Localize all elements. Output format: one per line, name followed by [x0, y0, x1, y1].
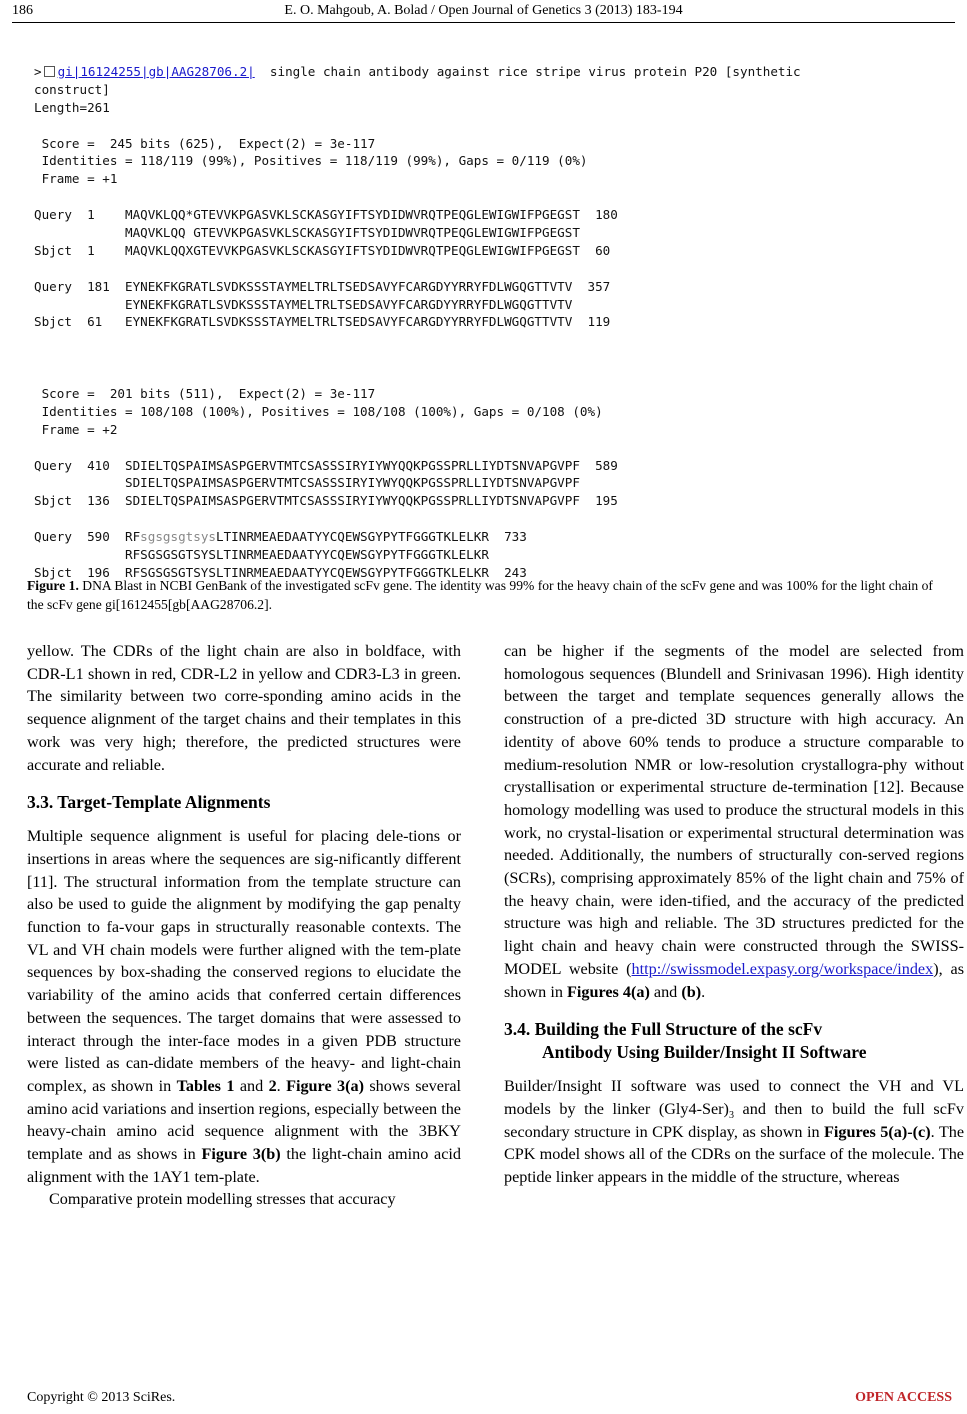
score-line: Score = 201 bits (511), Expect(2) = 3e-117 — [34, 386, 376, 402]
caption-text: DNA Blast in NCBI GenBank of the investigated scFv gene. The identity was 99% for the heavy chain of the scFv gene and was 100% for the light chain of the scFv gene gi[1612455[gb[AAG28706.2]. — [27, 578, 933, 612]
hit-marker: > — [34, 64, 42, 79]
alignment-row: Query 181 EYNEKFKGRATLSVDKSSSTAYMELTRLTSEDSAVYFCARGDYYRRYFDLWGQGTTVTV 357 — [34, 278, 611, 294]
paragraph: yellow. The CDRs of the light chain are also in boldface, with CDR-L1 shown in red, CDR-L2 in yellow and CDR3-L3 in green. The similarity between two corre-sponding amino acids in the sequence alignment of the target chains and their templates in this work was very high; therefore, the predicted structures were accurate and reliable. — [27, 642, 461, 774]
table-ref: 2 — [268, 1076, 277, 1095]
alignment-row: Sbjct 1 MAQVKLQQXGTEVVKPGASVKLSCKASGYIFTSYDIDWVRQTPEQGLEWIGWIFPGEGST 60 — [34, 242, 611, 258]
figure-ref: Figure 3(b) — [201, 1145, 281, 1164]
open-access-label: OPEN ACCESS — [855, 1390, 952, 1405]
subscript: 3 — [728, 1110, 734, 1122]
frame-line: Frame = +1 — [34, 171, 118, 187]
identities-line: Identities = 118/119 (99%), Positives = 118/119 (99%), Gaps = 0/119 (0%) — [34, 153, 588, 169]
copyright: Copyright © 2013 SciRes. — [27, 1390, 176, 1405]
alignment-row: Sbjct 136 SDIELTQSPAIMSASPGERVTMTCSASSSIRYIYWYQQKPGSSPRLLIYDTSNVAPGVPF 195 — [34, 493, 618, 509]
caption-label: Figure 1. — [27, 578, 79, 593]
frame-line: Frame = +2 — [34, 421, 118, 437]
hit-description: single chain antibody against rice stripe virus protein P20 [synthetic — [254, 64, 801, 79]
hit-length: Length=261 — [34, 99, 110, 115]
left-column — [27, 640, 461, 1211]
section-heading: 3.4. Building the Full Structure of the scFv Antibody Using Builder/Insight II Software — [504, 1019, 867, 1063]
paragraph: Comparative protein modelling stresses that accuracy — [49, 1190, 396, 1209]
header-rule — [12, 22, 955, 23]
query-rest: LTINRMEAEDAATYYCQEWSGYPYTFGGGTKLELKR 733 — [215, 529, 527, 545]
paragraph: Multiple sequence alignment is useful for placing dele-tions or insertions in areas where the sequences are sig-nificantly different [11]. The structural information from the template structure can also be used to guide the alignment by modifying the gap penalty function to fa-vour gaps in structurally reasonable contexts. The VL and VH chain models were further aligned with the tem-plate sequences by box-shading the conserved regions to elucidate the variability of the amino acids that conferred certain differences between the sequences. The target domains that were assessed to interact through the inter-face modes in a given PDB structure were listed as can-didate members of the heavy- and light-chain complex, as shown in Tables 1 and 2. Figure 3(a) shows several amino acid variations and insertion regions, especially between the heavy-chain amino acid sequence alignment with the 3BKY template and as shows in Figure 3(b) the light-chain amino acid alignment with the 1AY1 tem-plate. — [27, 827, 462, 1186]
alignment-row: MAQVKLQQ GTEVVKPGASVKLSCKASGYIFTSYDIDWVRQTPEQGLEWIGWIFPGEGST — [34, 225, 580, 241]
paragraph: can be higher if the segments of the model are selected from homologous sequences (Blundell and Srinivasan 1996). High identity between the target and template sequences generally allows the construction of a pre-dicted 3D structure with high accuracy. An identity of above 60% tends to produce a structure comparable to medium-resolution NMR or low-resolution crystallogra-phy without crystallisation or experimental structure de-termination [12]. Because homology modelling was used to produce the structural models in this work, no crystal-lisation or experimental structural determination was needed. Additionally, the numbers of structurally con-served regions (SCRs), comprising approximately 85% of the light chain and 75% of the heavy chain, were iden-tified, and the accuracy of the predicted structure was high and reliable. The 3D structures predicted for the light chain and heavy chain were constructed through the SWISS-MODEL website (http://swissmodel.expasy.org/workspace/index), as shown in Figures 4(a) and (b). — [504, 642, 965, 1001]
swissmodel-link[interactable]: http://swissmodel.expasy.org/workspace/index — [631, 959, 934, 978]
figure-ref: Figure 3(a) — [286, 1076, 364, 1095]
alignment-row: Sbjct 61 EYNEKFKGRATLSVDKSSSTAYMELTRLTSEDSAVYFCARGDYYRRYFDLWGQGTTVTV 119 — [34, 314, 611, 330]
hit-description-cont: construct] — [34, 81, 110, 97]
alignment-row: EYNEKFKGRATLSVDKSSSTAYMELTRLTSEDSAVYFCARGDYYRRYFDLWGQGTTVTV — [34, 296, 573, 312]
figure-caption — [27, 576, 942, 614]
alignment-row: Query 410 SDIELTQSPAIMSASPGERVTMTCSASSSIRYIYWYQQKPGSSPRLLIYDTSNVAPGVPF 589 — [34, 457, 618, 473]
select-checkbox[interactable] — [44, 66, 55, 77]
identities-line: Identities = 108/108 (100%), Positives = 108/108 (100%), Gaps = 0/108 (0%) — [34, 403, 603, 419]
figure-ref: (b) — [681, 982, 702, 1001]
page-number: 186 — [12, 3, 33, 18]
alignment-row — [34, 528, 954, 546]
query-prefix: Query 590 RF — [34, 529, 141, 545]
paragraph: Builder/Insight II software was used to connect the VH and VL models by the linker $(Gly4-Ser)_3$ and then to build the full scFv secondary structure in CPK display, as shown in Figures 5(a)-(c). The CPK model shows all of the CDRs on the surface of the molecule. The peptide linker appears in the middle of the structure, whereas — [504, 1077, 965, 1187]
alignment-row: Query 1 MAQVKLQQ*GTEVVKPGASVKLSCKASGYIFTSYDIDWVRQTPEQGLEWIGWIFPGEGST 180 — [34, 207, 618, 223]
blast-result-figure — [34, 63, 954, 582]
alignment-row: SDIELTQSPAIMSASPGERVTMTCSASSSIRYIYWYQQKPGSSPRLLIYDTSNVAPGVPF — [34, 475, 580, 491]
alignment-row: RFSGSGSGTSYSLTINRMEAEDAATYYCQEWSGYPYTFGGGTKLELKR — [34, 547, 489, 563]
lowercase-linker: sgsgsgtsys — [140, 529, 216, 545]
table-ref: Tables 1 — [176, 1076, 235, 1095]
running-title: E. O. Mahgoub, A. Bolad / Open Journal of Genetics 3 (2013) 183-194 — [284, 3, 683, 18]
blast-hit-line — [34, 63, 954, 81]
section-heading: 3.3. Target-Template Alignments — [27, 792, 271, 813]
accession-link[interactable]: gi|16124255|gb|AAG28706.2| — [57, 64, 255, 79]
right-column — [504, 640, 964, 1189]
figure-ref: Figures 5(a)-(c) — [824, 1122, 931, 1141]
score-line: Score = 245 bits (625), Expect(2) = 3e-117 — [34, 135, 376, 151]
alignment-row: Sbjct 196 RFSGSGSGTSYSLTINRMEAEDAATYYCQEWSGYPYTFGGGTKLELKR 243 — [34, 564, 527, 580]
figure-ref: Figures 4(a) — [566, 982, 650, 1001]
